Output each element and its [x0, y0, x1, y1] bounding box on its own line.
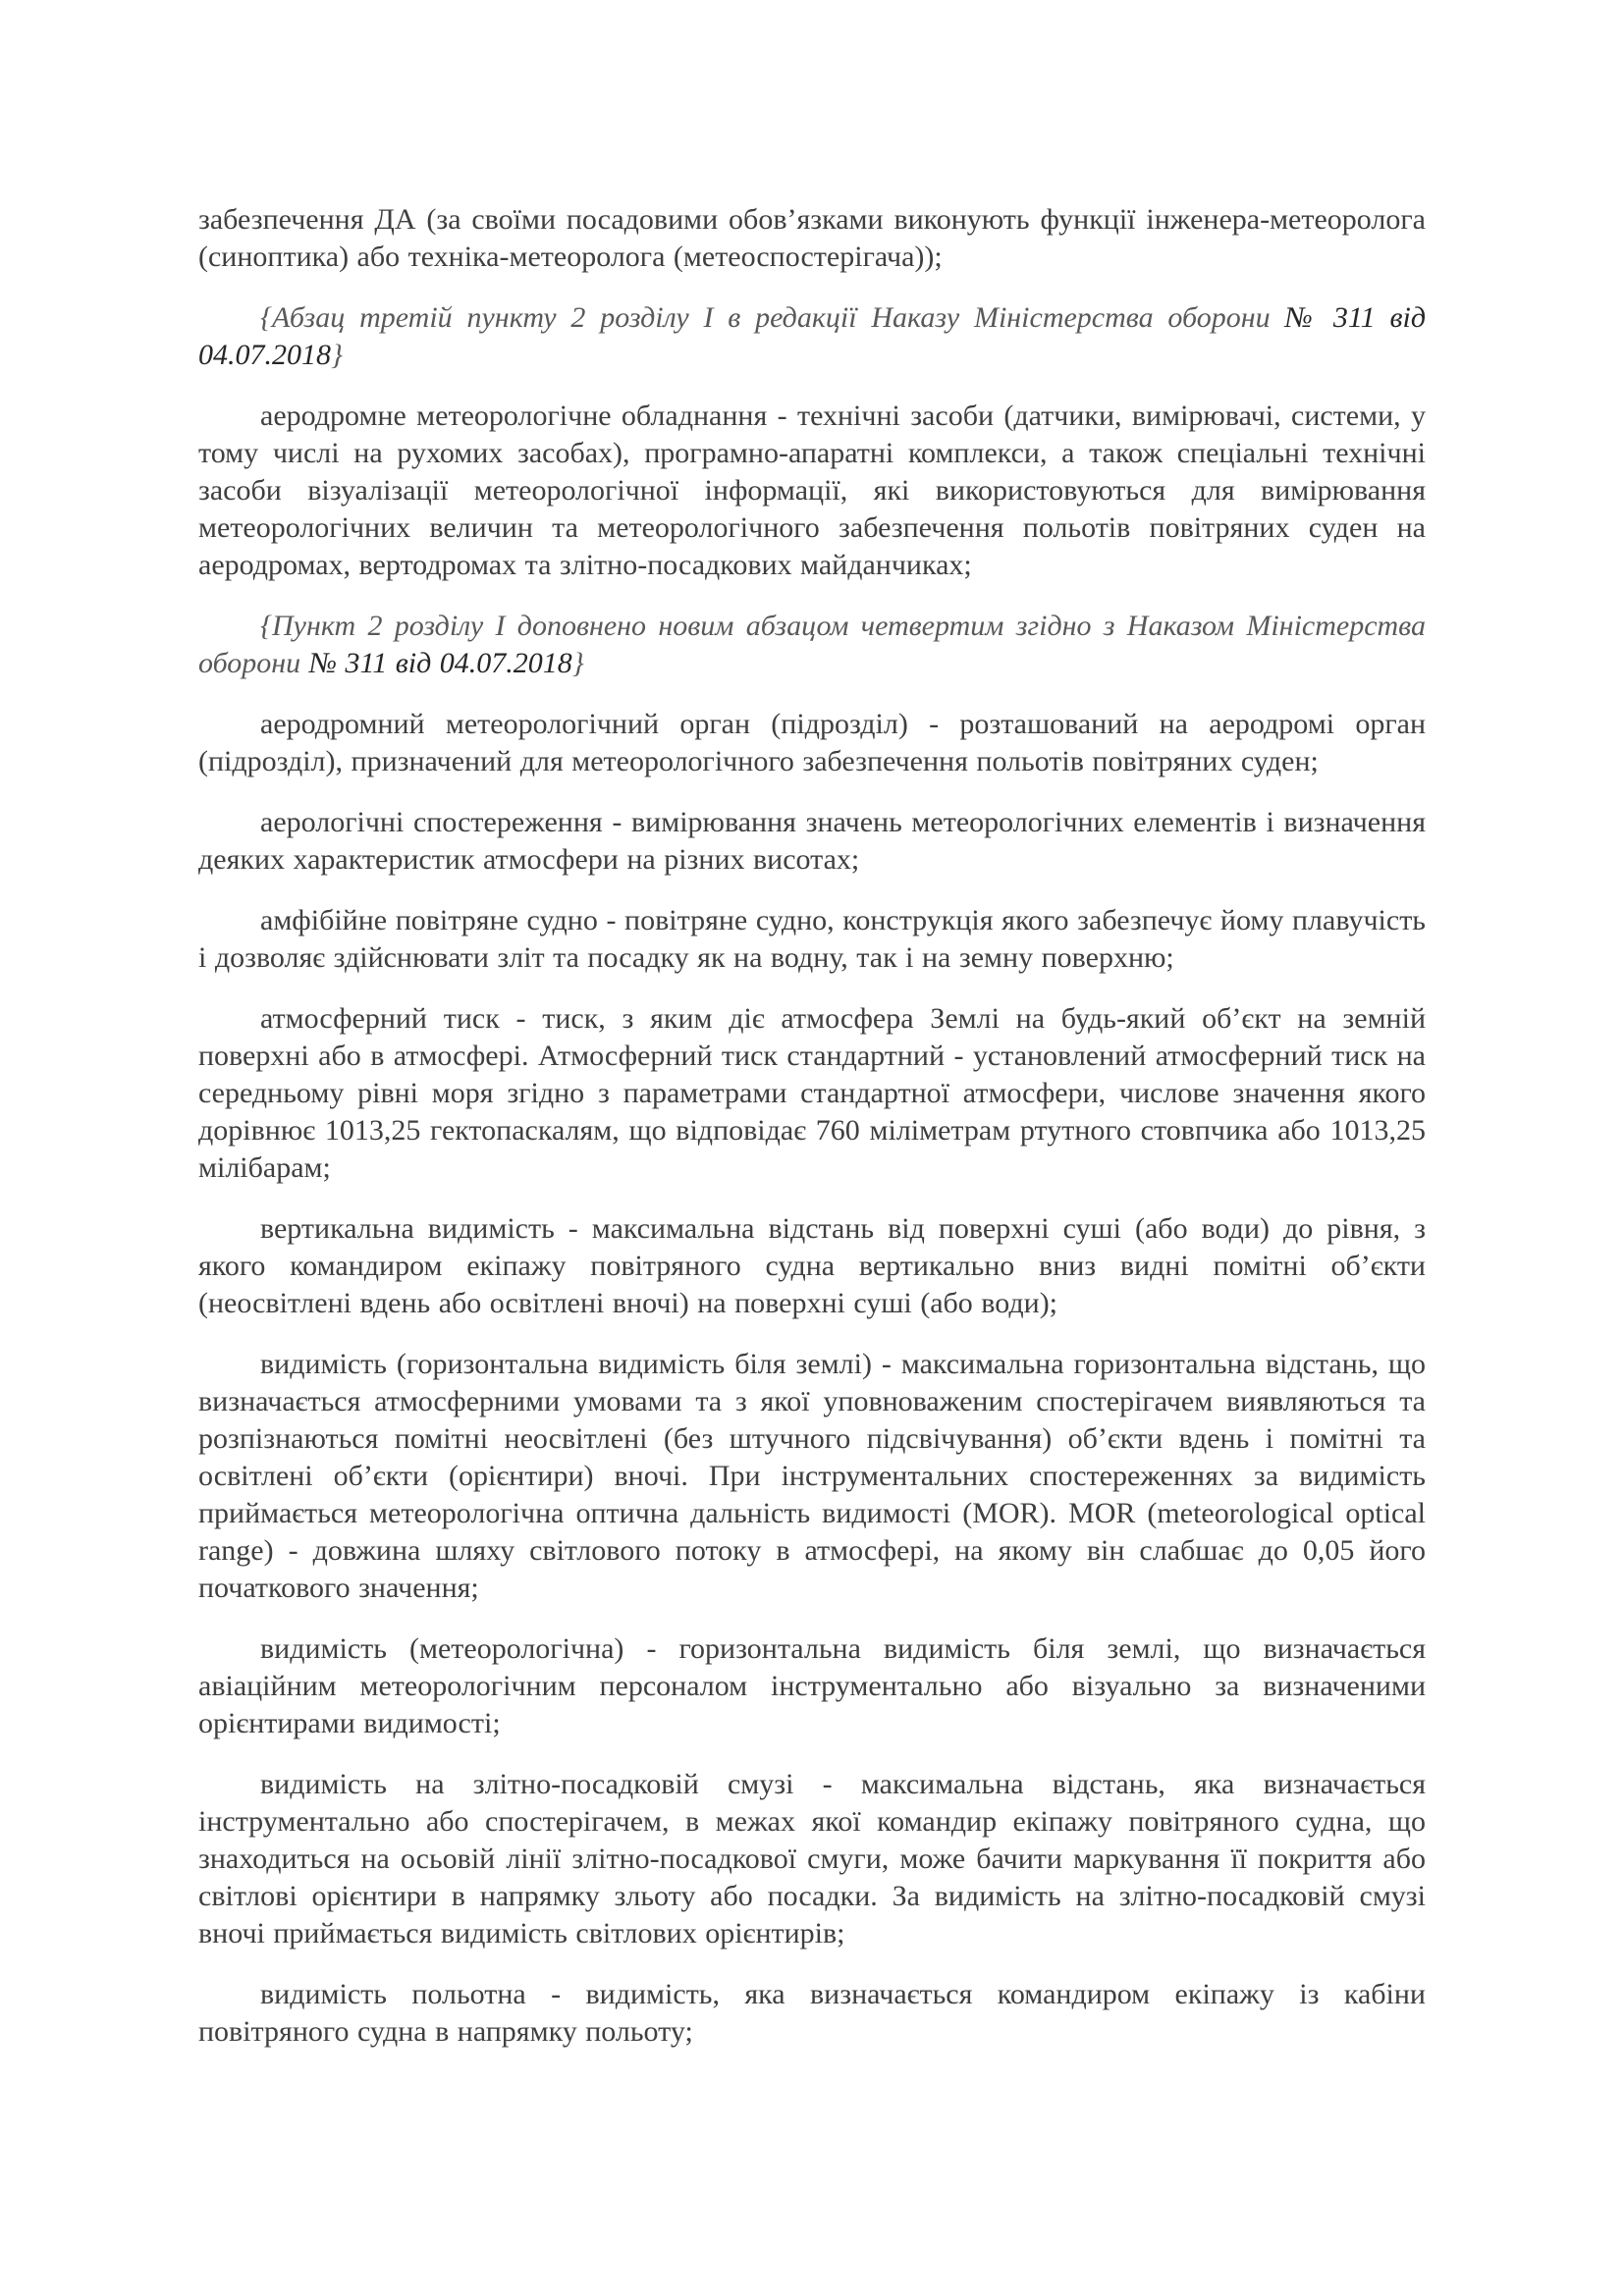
paragraph-horizontal-visibility: видимість (горизонтальна видимість біля землі) - максимальна горизонтальна відстань, що визначається атмосферними умовами та з якої уповноваженим спостерігачем виявляються та розпізнаються помітні неосвітлені (без штучного підсвічування) об’єкти вдень і помітні та освітлені об’єкти (орієнтири) вночі. При інструментальних спостереженнях за видимість приймається метеорологічна оптична дальність видимості (MOR). MOR (meteorological optical range) - довжина шляху світлового потоку в атмосфері, на якому він слабшає до 0,05 його початкового значення; [198, 1348, 1426, 1604]
amendment-note-2-text: {Пункт 2 розділу І доповнено новим абзацом четвертим згідно з Наказом Міністерства оборони [198, 610, 1426, 679]
amendment-note-1-closing-brace: } [331, 339, 343, 371]
paragraph-continuation-da-provision: забезпечення ДА (за своїми посадовими обов’язками виконують функції інженера-метеоролога (синоптика) або техніка-метеоролога (метеоспостерігача)); [198, 203, 1426, 273]
paragraph-atmospheric-pressure: атмосферний тиск - тиск, з яким діє атмосфера Землі на будь-який об’єкт на земній поверхні або в атмосфері. Атмосферний тиск стандартний - установлений атмосферний тиск на середньому рівні моря згідно з параметрами стандартної атмосфери, числове значення якого дорівнює 1013,25 гектопаскалям, що відповідає 760 міліметрам ртутного стовпчика або 1013,25 мілібарам; [198, 1002, 1426, 1184]
paragraph-amphibious-aircraft: амфібійне повітряне судно - повітряне судно, конструкція якого забезпечує йому плавучість і дозволяє здійснювати зліт та посадку як на водну, так і на земну поверхню; [198, 904, 1426, 974]
amendment-note-2 [198, 608, 1426, 682]
paragraph-flight-visibility: видимість польотна - видимість, яка визначається командиром екіпажу із кабіни повітряного судна в напрямку польоту; [198, 1978, 1426, 2048]
amendment-note-2-order-link[interactable]: № 311 від 04.07.2018 [308, 647, 572, 679]
amendment-note-1-order-link[interactable]: № 311 від 04.07.2018 [198, 301, 1426, 371]
paragraph-aerological-observations: аерологічні спостереження - вимірювання значень метеорологічних елементів і визначення деяких характеристик атмосфери на різних висотах; [198, 806, 1426, 876]
paragraph-meteorological-visibility: видимість (метеорологічна) - горизонтальна видимість біля землі, що визначається авіаційним метеорологічним персоналом інструментально або візуально за визначеними орієнтирами видимості; [198, 1632, 1426, 1739]
paragraph-runway-visibility: видимість на злітно-посадковій смузі - максимальна відстань, яка визначається інструментально або спостерігачем, в межах якої командир екіпажу повітряного судна, що знаходиться на осьовій лінії злітно-посадкової смуги, може бачити маркування її покриття або світлові орієнтири в напрямку зльоту або посадки. За видимість на злітно-посадковій смузі вночі приймається видимість світлових орієнтирів; [198, 1768, 1426, 1949]
paragraph-vertical-visibility: вертикальна видимість - максимальна відстань від поверхні суші (або води) до рівня, з якого командиром екіпажу повітряного судна вертикально вниз видні помітні об’єкти (неосвітлені вдень або освітлені вночі) на поверхні суші (або води); [198, 1212, 1426, 1319]
paragraph-aerodrome-meteo-equipment: аеродромне метеорологічне обладнання - технічні засоби (датчики, вимірювачі, системи, у тому числі на рухомих засобах), програмно-апаратні комплекси, а також спеціальні технічні засоби візуалізації метеорологічної інформації, які використовуються для вимірювання метеорологічних величин та метеорологічного забезпечення польотів повітряних суден на аеродромах, вертодромах та злітно-посадкових майданчиках; [198, 400, 1426, 581]
paragraph-aerodrome-meteo-organ: аеродромний метеорологічний орган (підрозділ) - розташований на аеродромі орган (підрозділ), призначений для метеорологічного забезпечення польотів повітряних суден; [198, 708, 1426, 777]
amendment-note-1 [198, 299, 1426, 374]
amendment-note-2-closing-brace: } [571, 647, 584, 679]
amendment-note-1-text: {Абзац третій пункту 2 розділу І в редакції Наказу Міністерства оборони [260, 301, 1285, 334]
